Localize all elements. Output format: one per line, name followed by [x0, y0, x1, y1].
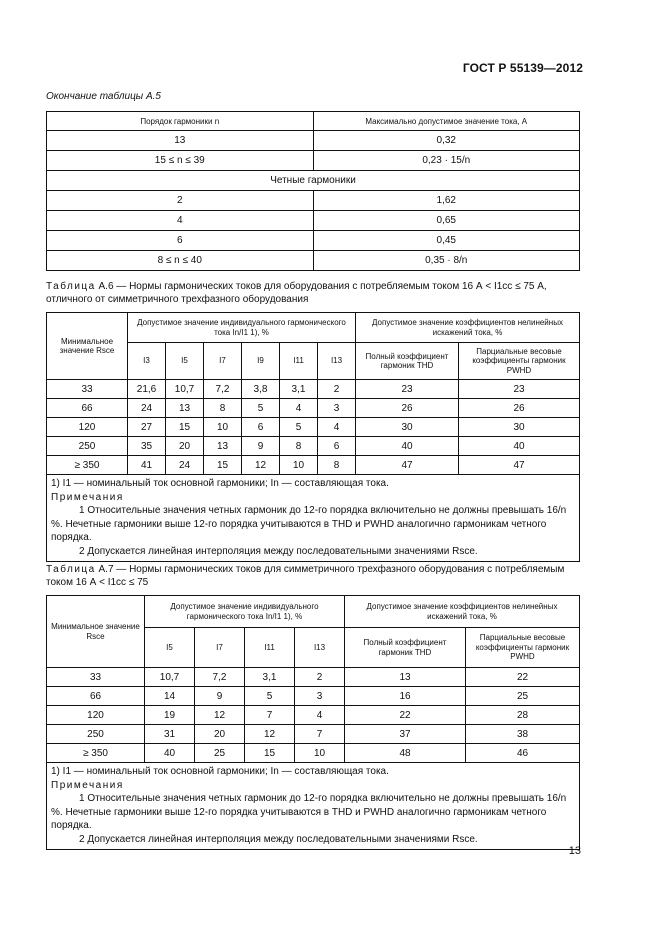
table-a6: Минимальное значение Rsce Допустимое значение индивидуального гармонического тока In/I1 1), % Допустимое значение коэффициентов нелинейных искажений тока, % I3 I5 I7 I9 I11 I13 Полный коэффициент гармоник THD Парциальные весовые коэффициенты гармоник PWHD 33 21,6 10,7 7,2 3,8 3,1 2 23 23 66 24 13 8 5 4 3 26 26 120 27 15 10 6 5 4 30 30 250 35 20 13 9 8 6 40 40 ≥ 350 41 24 15 12 10 8 47 47 1) I1 — номинальный ток основной гармоники; In — составляющая тока. Примечания 1 Относительные значения четных гармоник до 12-го порядка включительно не должны превышать 16/n %. Нечетные гармоники выше 12-го порядка учитываются в THD и PWHD аналогично гармоникам четного порядка. 2 Допускается линейная интерполяция между последовательными значениями Rsce. [46, 312, 580, 562]
table-a5-caption: Окончание таблицы А.5 [46, 91, 161, 102]
pwhd-header: Парциальные весовые коэффициенты гармоник PWHD [459, 343, 580, 380]
notes-title: Примечания [51, 491, 124, 503]
table-row: 8 ≤ n ≤ 40 0,35 · 8/n [47, 251, 580, 271]
notes-title: Примечания [51, 779, 124, 791]
page-number: 13 [568, 845, 581, 857]
note-2: 2 Допускается линейная интерполяция между последовательными значениями Rsce. [79, 833, 478, 845]
distortion-header: Допустимое значение коэффициентов нелинейных искажений тока, % [345, 596, 580, 628]
table-a7: Минимальное значение Rsce Допустимое значение индивидуального гармонического тока In/I1 1), % Допустимое значение коэффициентов нелинейных искажений тока, % I5 I7 I11 I13 Полный коэффициент гармоник THD Парциальные весовые коэффициенты гармоник PWHD 33 10,7 7,2 3,1 2 13 22 66 14 9 5 3 16 25 120 19 12 7 4 22 28 250 31 20 12 7 37 38 ≥ 350 40 25 15 10 48 46 1) I1 — номинальный ток основной гармоники; In — составляющая тока. Примечания 1 Относительные значения четных гармоник до 12-го порядка включительно не должны превышать 16/n %. Нечетные гармоники выше 12-го порядка учитываются в THD и PWHD аналогично гармоникам четного порядка. 2 Допускается линейная интерполяция между последовательными значениями Rsce. [46, 595, 580, 850]
table-row: 6 0,45 [47, 231, 580, 251]
table-a7-title: Таблица А.7 — Нормы гармонических токов для симметричного трехфазного оборудования с потребляемым током 16 А < I1cc ≤ 75 [46, 564, 565, 588]
individual-current-header: Допустимое значение индивидуального гармонического тока In/I1 1), % [145, 596, 345, 628]
table-a6-notes [47, 475, 580, 562]
table-a5 [46, 111, 580, 271]
table-row: 66 24 13 8 5 4 3 26 26 [47, 399, 580, 418]
table-row: 13 0,32 [47, 131, 580, 151]
table-row: 2 1,62 [47, 191, 580, 211]
table-a7-notes [47, 763, 580, 850]
note-2: 2 Допускается линейная интерполяция между последовательными значениями Rsce. [79, 545, 478, 557]
table-row: 4 0,65 [47, 211, 580, 231]
note-1: 1 Относительные значения четных гармоник до 12-го порядка включительно не должны превышать 16/n %. Нечетные гармоники выше 12-го порядка учитываются в THD и PWHD аналогично гармоникам четного порядка. [51, 793, 567, 831]
table-row: 250 31 20 12 7 37 38 [47, 725, 580, 744]
distortion-header: Допустимое значение коэффициентов нелинейных искажений тока, % [356, 313, 580, 343]
table-row: ≥ 350 41 24 15 12 10 8 47 47 [47, 456, 580, 475]
thd-header: Полный коэффициент гармоник THD [356, 343, 459, 380]
table-row: 250 35 20 13 9 8 6 40 40 [47, 437, 580, 456]
individual-current-header: Допустимое значение индивидуального гармонического тока In/I1 1), % [128, 313, 356, 343]
thd-header: Полный коэффициент гармоник THD [345, 628, 466, 668]
table-row: 33 10,7 7,2 3,1 2 13 22 [47, 668, 580, 687]
table-section-row [47, 171, 580, 191]
table-row: ≥ 350 40 25 15 10 48 46 [47, 744, 580, 763]
note-1: 1 Относительные значения четных гармоник до 12-го порядка включительно не должны превышать 16/n %. Нечетные гармоники выше 12-го порядка учитываются в THD и PWHD аналогично гармоникам четного порядка. [51, 505, 567, 543]
table-row: 33 21,6 10,7 7,2 3,8 3,1 2 23 23 [47, 380, 580, 399]
table-row: 120 27 15 10 6 5 4 30 30 [47, 418, 580, 437]
pwhd-header: Парциальные весовые коэффициенты гармоник PWHD [466, 628, 580, 668]
table-row: 66 14 9 5 3 16 25 [47, 687, 580, 706]
table-a6-title: Таблица А.6 — Нормы гармонических токов для оборудования с потребляемым током 16 А < I1cc ≤ 75 А, отличного от симметричного трехфазного оборудования [46, 281, 547, 305]
table-row: 15 ≤ n ≤ 39 0,23 · 15/n [47, 151, 580, 171]
document-code: ГОСТ Р 55139—2012 [462, 61, 583, 75]
rsce-header: Минимальное значение Rsce [47, 596, 145, 668]
footnote: 1) I1 — номинальный ток основной гармоники; In — составляющая тока. [51, 766, 389, 777]
footnote: 1) I1 — номинальный ток основной гармоники; In — составляющая тока. [51, 478, 389, 489]
rsce-header: Минимальное значение Rsce [47, 313, 128, 380]
table-a5-col-max-current: Максимально допустимое значение тока, А [313, 112, 580, 131]
even-harmonics-heading: Четные гармоники [47, 171, 580, 191]
table-row: 120 19 12 7 4 22 28 [47, 706, 580, 725]
table-a5-col-order: Порядок гармоники n [47, 112, 314, 131]
